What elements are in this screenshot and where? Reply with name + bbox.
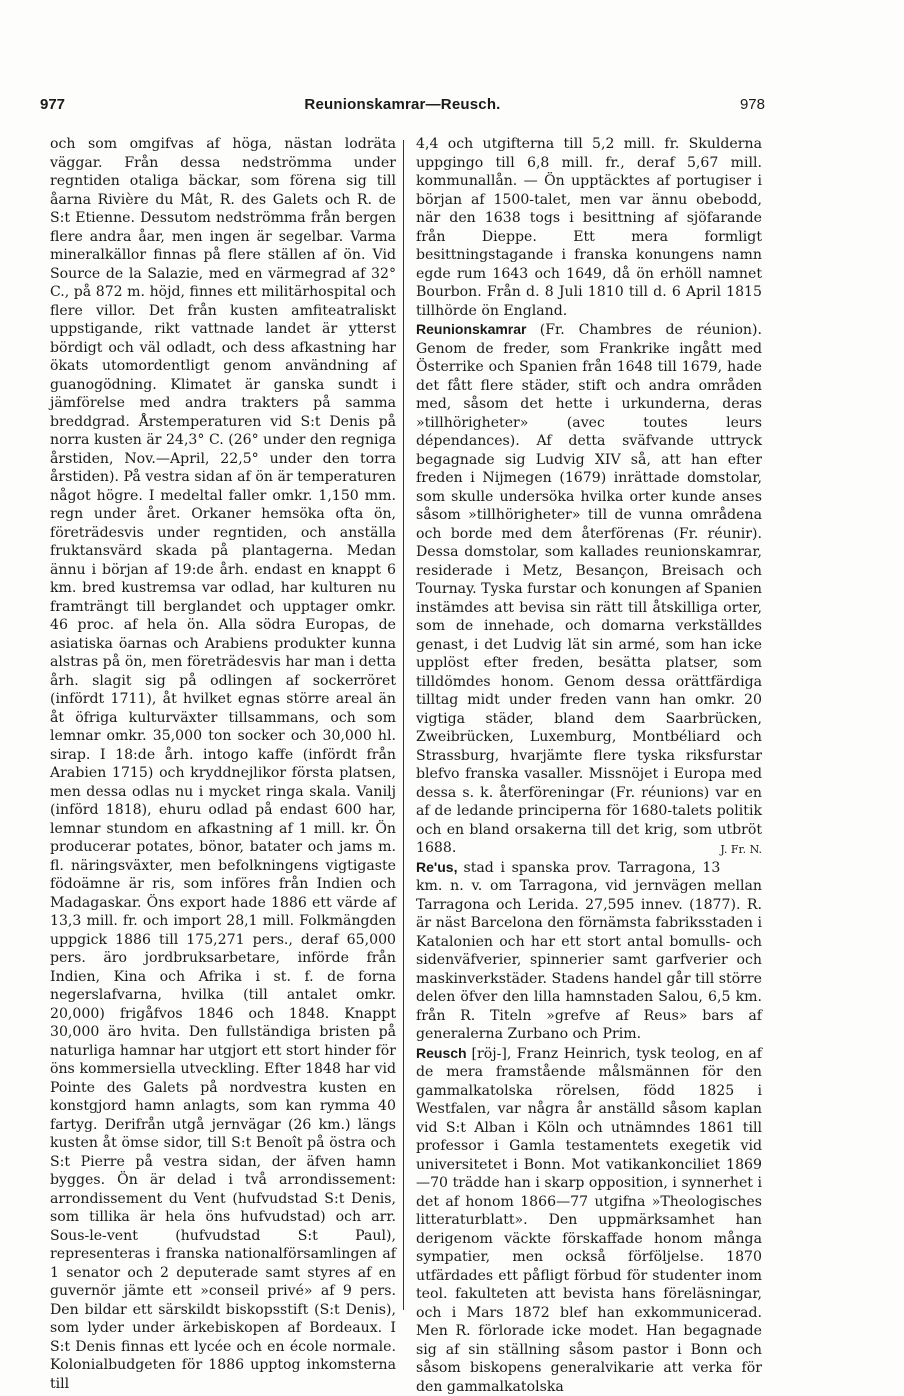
page-header [40,96,765,120]
entry-lemma: Re'us, [416,859,464,875]
entry-reusch [416,1044,762,1396]
entry-text: [röj-], Franz Heinrich, tysk teolog, en af de mera framstående målsmännen för den gammalkatolska rörelsen, född 1825 i Westfalen, var några år anställd såsom kaplan vid S:t Alban i Köln och utnämndes 1861 till professor i Gamla testamentets exegetik vid universitetet i Bonn. Mot vatikankonciliet 1869—70 trädde han i skarp opposition, i synnerhet i det af honom 1866—77 utgifna »Theologisches litteraturblatt». Den uppmärksamhet han derigenom väckte förskaffade honom många sympatier, men också förföljelse. 1870 utfärdades ett påfligt förbud för studenter inom teol. fakulteten att bevista hans föreläsningar, och i Mars 1872 blef han exkommunicerad. Men R. förlorade icke modet. Han begagnade sig af sin ställning såsom pastor i Bonn och såsom biskopens generalvikarie att verka för den gammalkatolska [416,1046,762,1395]
entry-text: (Fr. Chambres de réunion). Genom de freder, som Frankrike ingått med Österrike och Spanien från 1648 till 1679, hade det fått flere städer, stift och andra områden med, såsom det hette i urkunderna, deras »tillhörigheter» (avec toutes leurs dépendances). Af detta sväfvande uttryck begagnade sig Ludvig XIV så, att han efter freden i Nijmegen (1679) inrättade domstolar, som skulle undersöka hvilka orter kunde anses såsom »tillhörigheter» till de vunna områdena och borde med dem återförenas (Fr. réunir). Dessa domstolar, som kallades reunionskamrar, residerade i Metz, Besançon, Breisach och Tournay. Tyska furstar och konungen af Spanien instämdes att bevisa sin rätt till åtskilliga orter, som de innehade, och domarna verkställdes genast, i det Ludvig lät sin armé, som han icke upplöst efter freden, besätta platser, som tilldömdes honom. Genom dessa orättfärdiga tilltag midt under freden vann han omkr. 20 vigtiga städer, bland dem Saarbrücken, Zweibrücken, Luxemburg, Montbéliard och Strassburg, hvarjämte flere tyska riksfurstar blefvo franska vasaller. Missnöjet i Europa med dessa s. k. återföreningar (Fr. réunions) var en af de ledande principerna för 1680-talets politik och en bland orsakerna till det krig, som utbröt 1688. [416,322,762,856]
left-column-text: och som omgifvas af höga, nästan lodräta väggar. Från dessa nedströmma under regntiden otaliga bäckar, som förena sig till åarna Rivière du Mât, R. des Galets och R. de S:t Etienne. Dessutom nedströmma från bergen flere andra åar, men ingen är segelbar. Varma mineralkällor finnas på flere ställen af ön. Vid Source de la Salazie, med en värmegrad af 32° C., på 872 m. höjd, finnes ett militärhospital och flere villor. Det från kusten amfiteatraliskt uppstigande, rikt vattnade landet är ytterst bördigt och väl odladt, och dess afkastning har ökats utomordentligt genom användning af guanogödning. Klimatet är ganska sundt i jämförelse med andra trakters på samma breddgrad. Årstemperaturen vid S:t Denis på norra kusten är 24,3° C. (26° under den regniga årstiden, Nov.—April, 22,5° under den torra årstiden). På vestra sidan af ön är temperaturen något högre. I medeltal faller omkr. 1,150 mm. regn under året. Orkaner hemsöka ofta ön, företrädesvis under regntiden, och anställa fruktansvärd skada på plantagerna. Medan ännu i början af 19:de årh. endast en knappt 6 km. bred kustremsa var odlad, har kulturen nu framträngt till berglandet och upptager omkr. 46 proc. af hela ön. Alla södra Europas, de asiatiska öarnas och Arabiens produkter kunna alstras på ön, men företrädesvis har man i detta årh. slagit sig på odlingen af sockerröret (infördt 1711), åt hvilket egnas större areal än åt öfriga kulturväxter tillsammans, och som lemnar omkr. 35,000 ton socker och 30,000 hl. sirap. I 18:de årh. intogo kaffe (infördt från Arabien 1715) och kryddnejlikor första platsen, men dessa odlas nu i mycket ringa skala. Vanilj (införd 1818), ehuru odlad på endast 600 har, lemnar stundom en afkastning af 1 mill. kr. Ön producerar potates, bönor, batater och jams m. fl. näringsväxter, men befolkningens vigtigaste födoämne är ris, som införes från Indien och Madagaskar. Öns export hade 1886 ett värde af 13,3 mill. fr. och import 28,1 mill. Folkmängden uppgick 1886 till 175,271 pers., deraf 65,000 pers. äro jordbruksarbetare, införde från Indien, Kina och Afrika i st. f. de forna negerslafvarna, hvilka (till antalet omkr. 20,000) frigåfvos 1846 och 1848. Knappt 30,000 äro hvita. Den fullständiga bristen på naturliga hamnar har utgjort ett stort hinder för öns kommersiella utveckling. Efter 1848 har vid Pointe des Galets på nordvestra kusten en konstgjord hamn anlagts, som kan rymma 40 fartyg. Derifrån utgå jernvägar (26 km.) längs kusten åt ömse sidor, till S:t Benoît på östra och S:t Pierre på vestra sidan, der äfven hamn bygges. Ön är delad i två arrondissement: arrondissement du Vent (hufvudstad S:t Denis, som tillika är hela öns hufvudstad) och arr. Sous-le-vent (hufvudstad S:t Paul), representeras i franska nationalförsamlingen af 1 senator och 2 deputerade samt styres af en guvernör jämte ett »conseil privé» af 9 pers. Den bildar ett särskildt biskopsstift (S:t Denis), som lyder under ärkebiskopen af Bordeaux. I S:t Denis finnas ett lycée och en école normale. Kolonialbudgeten för 1886 upptog inkomsterna till [50,135,396,1393]
right-column [416,135,762,1396]
page-number-left: 977 [40,96,65,113]
column-divider [403,140,404,1310]
left-column [50,135,396,1393]
entry-lemma: Reusch [416,1045,471,1061]
entry-reunionskamrar [416,320,762,858]
entry-text: stad i spanska prov. Tarragona, 13 km. n. v. om Tarragona, vid jernvägen mellan Tarragona och Lerida. 27,595 innev. (1877). R. är näst Barcelona den förnämsta fabriksstaden i Katalonien och har ett stort antal bomulls- och sidenväfverier, spinnerier samt garfverier och maskinverkstäder. Stadens handel går till större delen öfver den lilla hamnstaden Salou, 6,5 km. från R. Titeln »grefve af Reus» bars af generalerna Zurbano och Prim. [416,860,762,1043]
entry-reus [416,858,762,1044]
page-number-right: 978 [740,96,765,113]
running-title: Reunionskamrar—Reusch. [40,96,765,113]
author-signature: J. Fr. N. [720,839,762,860]
entry-lemma: Reunionskamrar [416,321,540,337]
continuation-text: 4,4 och utgifterna till 5,2 mill. fr. Skulderna uppgingo till 6,8 mill. fr., deraf 5,67 mill. kommunallån. — Ön upptäcktes af portugiser i början af 1500-talet, men var ännu obebodd, när den 1638 togs i besittning af sjöfarande från Dieppe. Ett mera formligt besittningstagande i franska konungens namn egde rum 1643 och 1649, då ön erhöll namnet Bourbon. Från d. 8 Juli 1810 till d. 6 April 1815 tillhörde ön England. [416,135,762,320]
